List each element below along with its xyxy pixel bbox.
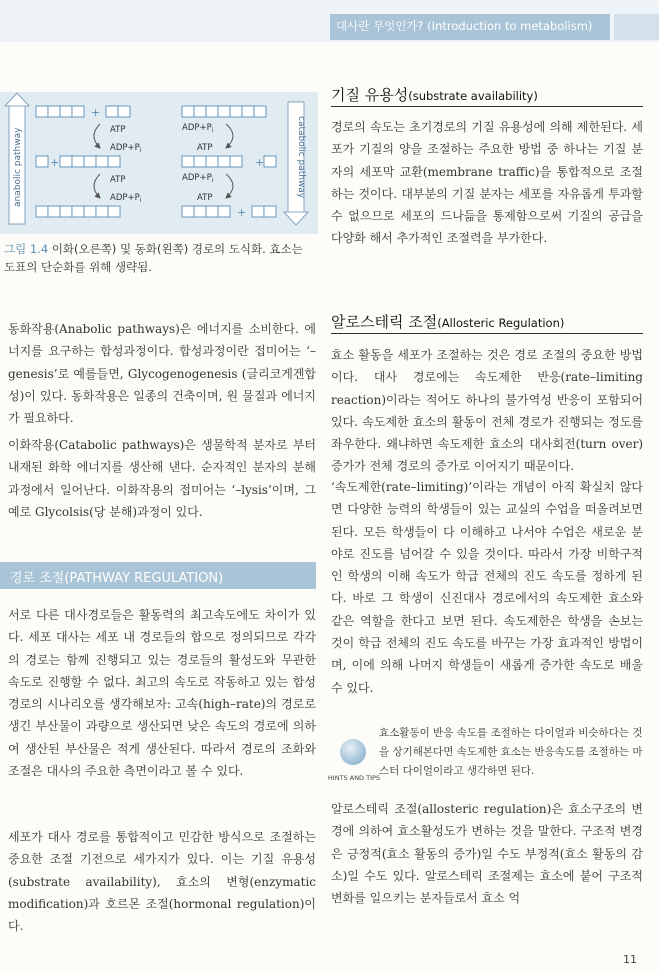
heading-main: 기질 유용성 (331, 86, 409, 104)
section-heading-pathway-regulation (0, 562, 316, 589)
anabolic-curve-arrow-1 (94, 124, 100, 148)
section-heading-text: 경로 조절(PATHWAY REGULATION) (10, 571, 224, 586)
hints-and-tips-box (327, 722, 649, 784)
catabolic-bottom-chain (182, 206, 230, 217)
figure-caption-label: 그림 1.4 (4, 242, 49, 256)
adp-pi-label: $ADP+P_i$ (182, 123, 214, 134)
heading-underline (331, 106, 643, 107)
pathway-figure (0, 92, 318, 234)
anabolic-arrow-head (5, 93, 29, 106)
anabolic-paragraph: 동화작용(Anabolic pathways)은 에너지를 소비한다. 에너지를 요구하는 합성과정이다. 합성과정이란 접미어는 ‘–genesis’로 예를들면, Glycogenogenesis (글리코게겐합성)이 있다. 동화작용은 일종의 건축이며, 원 물질과 에너지가 필요하다. (8, 322, 316, 426)
catabolic-bottom-pair (252, 206, 276, 217)
rate-limiting-analogy-paragraph: ‘속도제한(rate–limiting)’이라는 개념이 아직 확실치 않다면 다양한 능력의 학생들이 있는 교실의 수업을 떠올려보면 된다. 모든 학생들이 다 이해하고 나서야 수업은 새로운 분야로 진도를 넘어갈 수 있을 것이다. 따라서 가장 비학구적인 학생의 이해 속도가 학급 전체의 진도 속도를 정하게 된다. 바로 그 학생이 신진대사 경로에서의 속도제한 효소와 같은 역할을 한다고 보면 된다. 속도제한은 학생을 손보는 것이 학급 전체의 진도 속도를 바꾸는 가장 효과적인 방법이며, 이에 의해 나머지 학생들이 새롭게 증가한 속도로 배울 수 있다. (331, 480, 643, 695)
heading-allosteric-regulation (331, 311, 564, 332)
catabolic-curve-arrow-2 (226, 174, 233, 198)
substrate-availability-paragraph: 경로의 속도는 초기경로의 기질 유용성에 의해 제한된다. 세포가 기질의 양을 조절하는 주요한 방법 중 하나는 기질 분자의 세포막 교환(membrane traffic)을 통합적으로 조절하는 것이다. 대부분의 기질 분자는 세포를 자유롭게 투과할 수 없으므로 세포의 드나듦을 통제함으로써 기질의 공급을 다양화 해서 추가적인 조절력을 부가한다. (331, 120, 643, 246)
anabolic-bottom-chain (36, 206, 120, 217)
adp-pi-label: $ADP+P_i$ (110, 143, 142, 154)
heading-main: 알로스테릭 조절 (331, 313, 438, 331)
anabolic-top-chain (36, 106, 84, 117)
catabolic-top-chain (182, 106, 266, 117)
catabolic-arrow-head (284, 212, 308, 225)
plus-sign: + (237, 206, 247, 219)
pathway-regulation-paragraph: 서로 다른 대사경로들은 활동력의 최고속도에도 차이가 있다. 세포 대사는 세포 내 경로들의 합으로 정의되므로 각각의 경로는 함께 진행되고 있는 경로들의 활성도와 무관한 속도로 진행할 수 없다. 최고의 속도로 작동하고 있는 합성 경로의 시나리오를 생각해보자: 고속(high–rate)의 경로로 생긴 부산물이 과량으로 생산되면 낮은 속도의 경로에 의하여 생산된 부산물은 적게 생산된다. 따라서 경로의 조화와 조절은 대사의 주요한 측면이라고 볼 수 있다. (8, 608, 316, 779)
anabolic-top-single (106, 106, 130, 117)
catabolic-curve-arrow-1 (226, 124, 233, 148)
adp-pi-label: $ADP+P_i$ (182, 173, 214, 184)
heading-substrate-availability (331, 84, 538, 105)
catabolic-middle-chain (182, 156, 242, 167)
atp-label: ATP (110, 125, 126, 135)
heading-sub: (Allosteric Regulation) (437, 316, 565, 330)
adp-pi-label: $ADP+P_i$ (110, 193, 142, 204)
figure-caption-text: 이화(오른쪽) 및 동화(왼쪽) 경로의 도식화. 효소는 도표의 단순화를 위해 생략됨. (4, 242, 303, 274)
pathway-diagram (0, 92, 318, 234)
anabolic-curve-arrow-2 (94, 174, 100, 198)
allosteric-intro-paragraph: 효소 활동을 세포가 조절하는 것은 경로 조절의 중요한 방법이다. 대사 경로에는 속도제한 반응(rate–limiting reaction)이라는 적어도 하나의 불가역성 반응이 포함되어 있다. 속도제한 효소의 활동이 전체 경로가 진행되는 정도를 좌우한다. 왜냐하면 속도제한 효소의 대사회전(turn over) 증가가 전체 경로의 증가로 이어지기 때문이다. (331, 348, 643, 474)
page-number: 11 (623, 953, 637, 966)
plus-sign: + (50, 156, 60, 169)
running-header-tab (614, 14, 659, 40)
running-header (0, 0, 659, 42)
heading-sub: (substrate availability) (408, 89, 538, 103)
hints-badge-text: HINTS AND TIPS (327, 774, 381, 782)
anabolic-middle-chain (60, 156, 120, 167)
running-header-title: 대사란 무엇인가? (Introduction to metabolism) (336, 19, 593, 33)
atp-label: ATP (110, 175, 126, 185)
allosteric-definition-paragraph: 알로스테릭 조절(allosteric regulation)은 효소구조의 변경에 의하여 효소활성도가 변하는 것을 말한다. 구조적 변경은 긍정적(효소 활동의 증가)일 수도 부정적(효소 활동의 감소)일 수도 있다. 알로스테릭 조절제는 효소에 붙어 구조적 변화를 일으키는 분자들로서 효소 억 (331, 802, 643, 906)
hints-and-tips-badge (327, 722, 381, 784)
figure-caption (4, 240, 316, 276)
anabolic-middle-single (36, 156, 48, 167)
regulation-mechanisms-paragraph: 세포가 대사 경로를 통합적이고 민감한 방식으로 조절하는 중요한 조절 기전으로 세가지가 있다. 이는 기질 유용성(substrate availability), 효소의 변형(enzymatic modification)과 호르몬 조절(hormonal regulation)이다. (8, 830, 316, 934)
atp-label: ATP (197, 193, 213, 203)
plus-sign: + (91, 106, 101, 119)
hints-and-tips-text: 효소활동이 반응 속도를 조절하는 다이얼과 비슷하다는 것을 상기해본다면 속도제한 효소는 반응속도를 조절하는 마스터 다이얼이라고 생각하면 된다. (379, 727, 643, 777)
heading-underline (331, 333, 643, 334)
catabolic-middle-single (264, 156, 276, 167)
plus-sign: + (255, 156, 265, 169)
catabolic-axis-label: catabolic pathway (296, 116, 306, 199)
atp-label: ATP (197, 143, 213, 153)
catabolic-paragraph: 이화작용(Catabolic pathways)은 생물학적 분자로 부터 내재된 화학 에너지를 생산해 낸다. 순자적인 분자의 분해과정에서 일어난다. 이화작용의 접미어는 ‘–lysis’이며, 그 예로 Glycolsis(당 분해)과정이 있다. (8, 438, 316, 519)
lightbulb-icon (340, 739, 366, 765)
anabolic-axis-label: anabolic pathway (13, 127, 23, 207)
